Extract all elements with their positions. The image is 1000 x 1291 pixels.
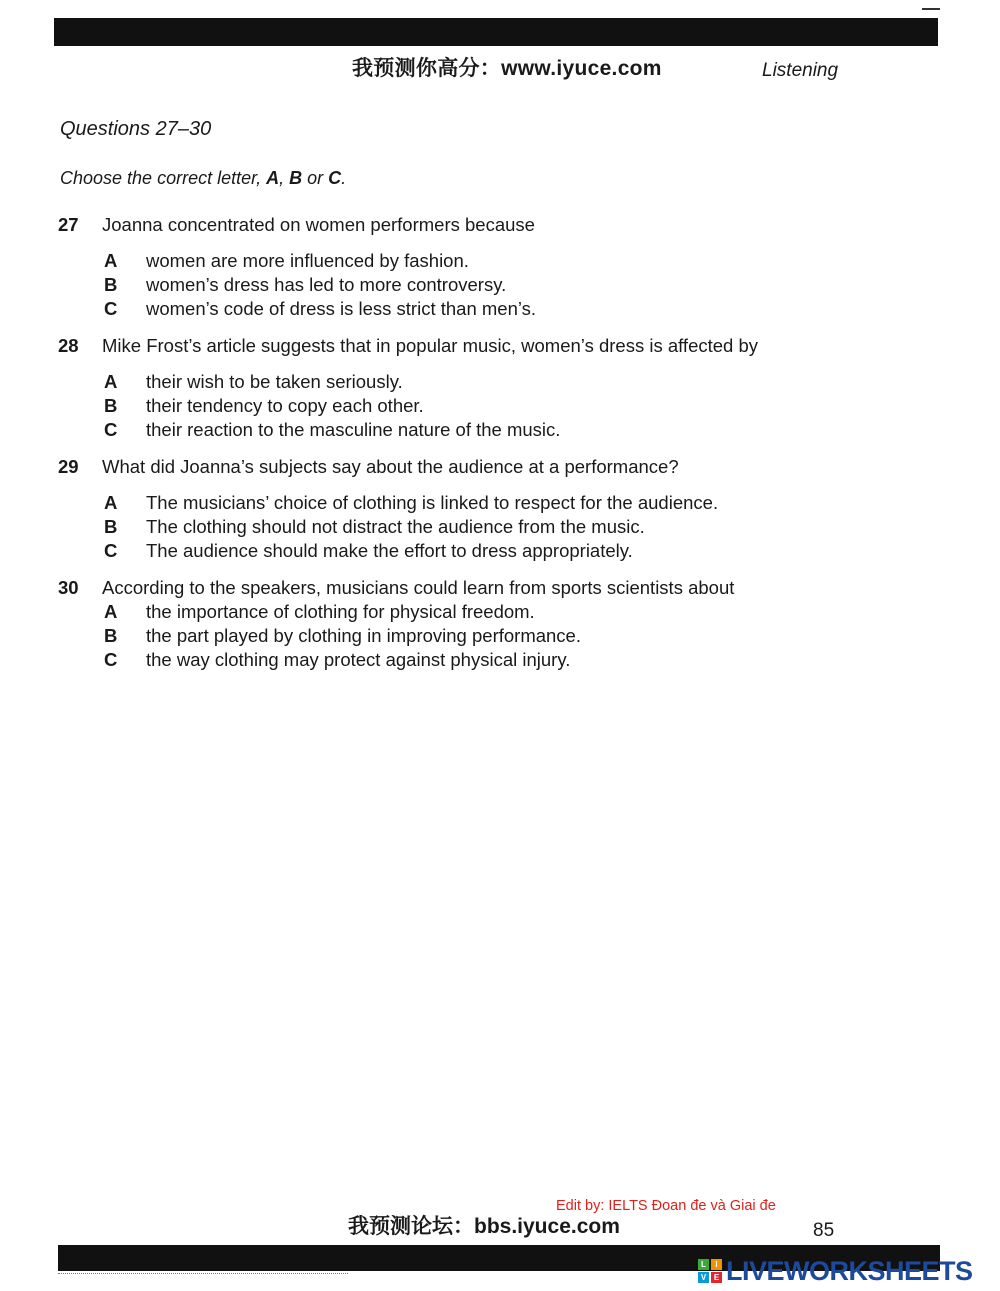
scan-artifact [58,1273,348,1282]
instructions-sep: , [279,168,290,188]
question-27 [58,214,938,322]
option-text: women’s code of dress is less strict than men’s. [146,298,537,319]
option-text: the importance of clothing for physical freedom. [146,601,535,622]
option-a[interactable] [58,601,938,625]
option-c[interactable] [58,540,938,564]
option-letter: A [104,601,118,622]
option-a[interactable] [58,371,938,395]
option-c[interactable] [58,298,938,322]
logo-block-l: L [698,1259,709,1270]
questions-range-heading: Questions 27–30 [60,118,212,140]
instructions-suffix: . [341,168,347,188]
option-letter: B [104,274,118,295]
question-29 [58,456,938,564]
question-stem: According to the speakers, musicians could learn from sports scientists about [102,577,735,598]
liveworksheets-logo[interactable] [698,1256,973,1286]
option-letter: C [104,419,118,440]
option-letter: C [104,298,118,319]
option-text: women are more influenced by fashion. [146,250,469,271]
logo-block-v: V [698,1272,709,1283]
option-letter: B [104,625,118,646]
instructions [60,168,346,189]
question-number: 29 [58,456,79,477]
option-text: the part played by clothing in improving performance. [146,625,581,646]
instructions-letter-b: B [289,168,303,188]
option-b[interactable] [58,625,938,649]
edit-credit-note: Edit by: IELTS Đoan đe và Giai đe [556,1198,776,1214]
option-c[interactable] [58,649,938,673]
top-black-bar [54,18,938,46]
scan-mark [922,8,940,10]
option-a[interactable] [58,492,938,516]
option-letter: A [104,492,118,513]
option-text: their reaction to the masculine nature of the music. [146,419,561,440]
option-b[interactable] [58,516,938,540]
question-stem: Joanna concentrated on women performers because [102,214,535,235]
logo-block-e: E [711,1272,722,1283]
instructions-letter-c: C [328,168,342,188]
option-text: The musicians’ choice of clothing is linked to respect for the audience. [146,492,719,513]
question-28 [58,335,938,443]
option-letter: C [104,540,118,561]
option-text: The audience should make the effort to dress appropriately. [146,540,633,561]
question-number: 27 [58,214,79,235]
option-text: their tendency to copy each other. [146,395,424,416]
question-number: 30 [58,577,79,598]
option-letter: B [104,395,118,416]
liveworksheets-logo-text: LIVEWORKSHEETS [726,1255,973,1286]
option-letter: B [104,516,118,537]
instructions-letter-a: A [266,168,280,188]
option-text: women’s dress has led to more controversy. [146,274,507,295]
header-site-text: 我预测你高分：www.iyuce.com [352,57,662,80]
option-b[interactable] [58,395,938,419]
question-30 [58,577,938,673]
option-text: the way clothing may protect against physical injury. [146,649,571,670]
page-number: 85 [813,1220,835,1241]
option-b[interactable] [58,274,938,298]
option-letter: A [104,371,118,392]
question-stem: What did Joanna’s subjects say about the audience at a performance? [102,456,679,477]
question-number: 28 [58,335,79,356]
option-c[interactable] [58,419,938,443]
instructions-sep: or [302,168,329,188]
footer-site-text: 我预测论坛：bbs.iyuce.com [348,1215,620,1238]
liveworksheets-logo-icon [698,1259,722,1283]
option-a[interactable] [58,250,938,274]
section-label: Listening [762,60,839,81]
instructions-prefix: Choose the correct letter, [60,168,267,188]
question-stem: Mike Frost’s article suggests that in popular music, women’s dress is affected by [102,335,759,356]
option-letter: A [104,250,118,271]
option-text: The clothing should not distract the audience from the music. [146,516,645,537]
logo-block-i: I [711,1259,722,1270]
option-letter: C [104,649,118,670]
option-text: their wish to be taken seriously. [146,371,403,392]
